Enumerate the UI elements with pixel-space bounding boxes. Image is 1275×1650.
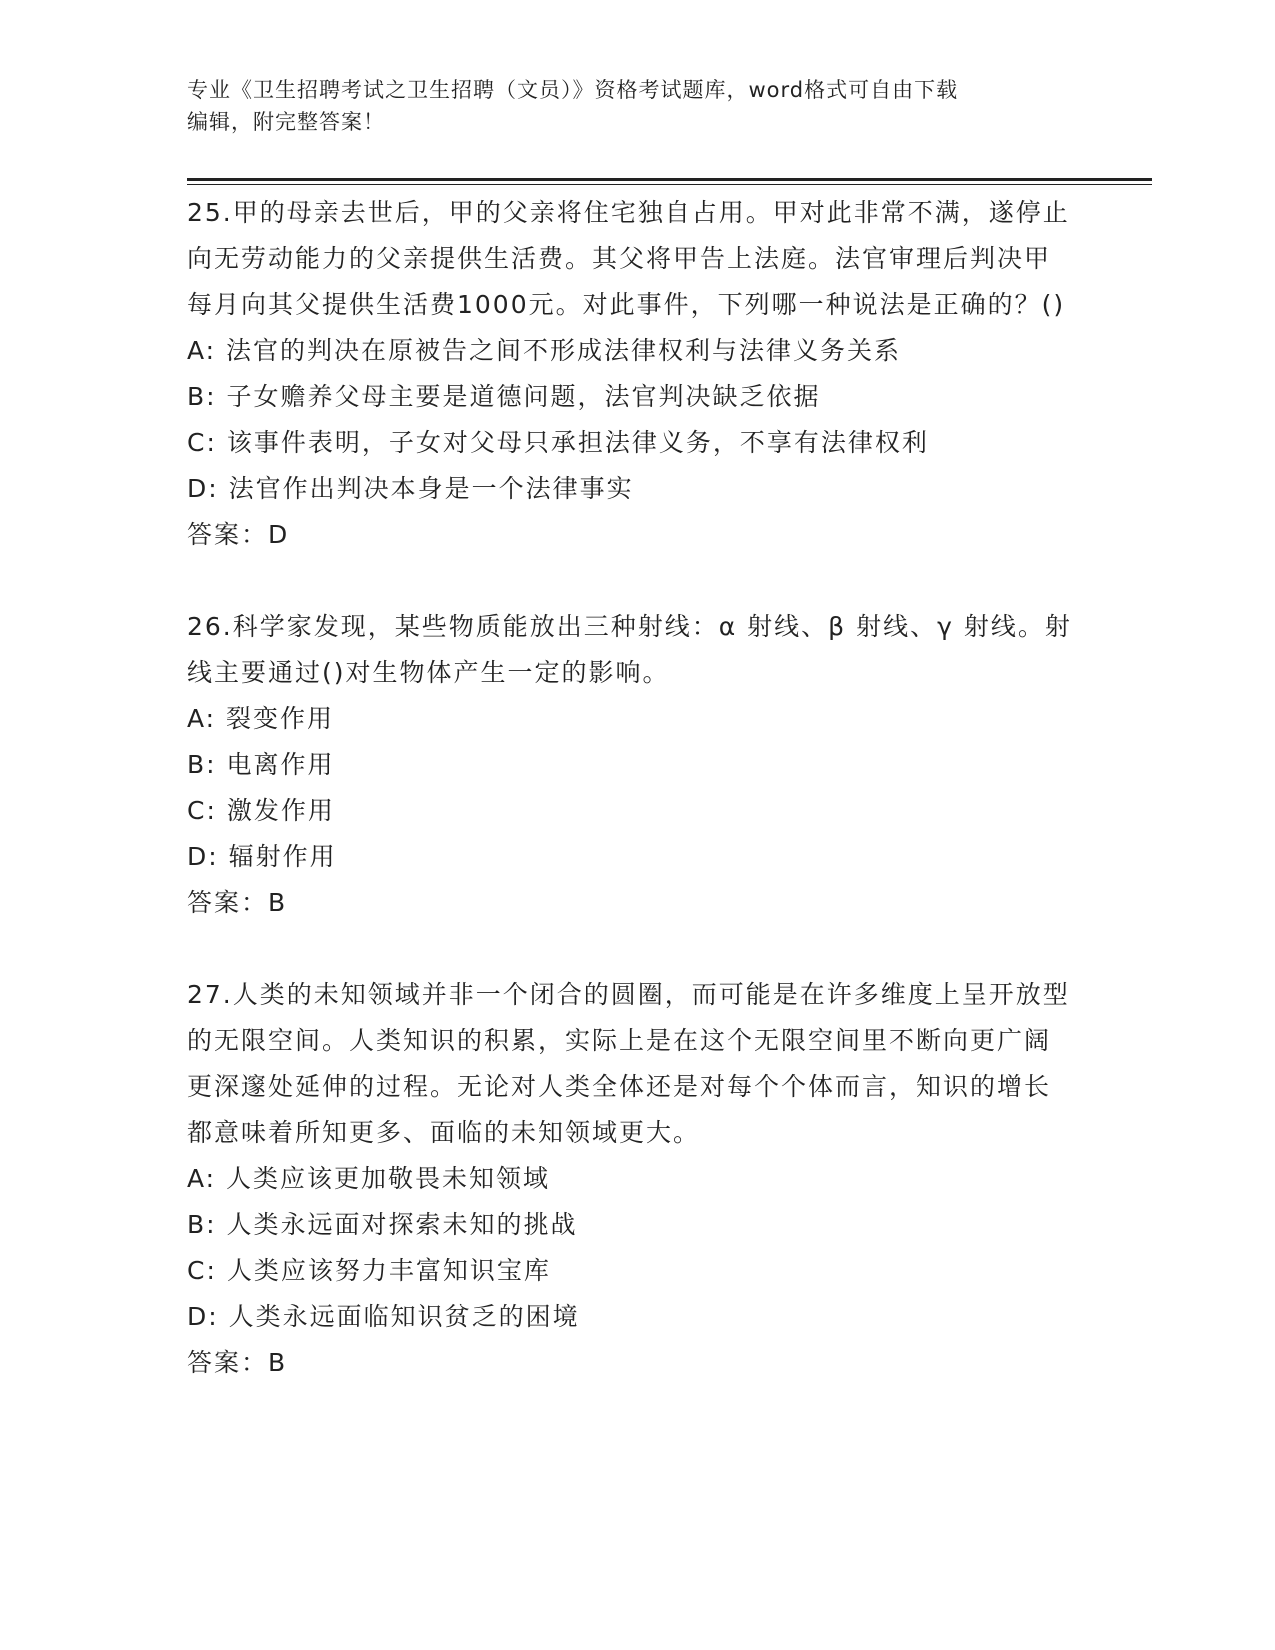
option-b: B: 人类永远面对探索未知的挑战 xyxy=(187,1210,578,1239)
answer: 答案：B xyxy=(187,1348,288,1377)
option-c: C: 该事件表明，子女对父母只承担法律义务，不享有法律权利 xyxy=(187,428,929,457)
option-c: C: 激发作用 xyxy=(187,796,335,825)
option-b: B: 子女赡养父母主要是道德问题，法官判决缺乏依据 xyxy=(187,382,821,411)
header-line-1: 专业《卫生招聘考试之卫生招聘（文员）》资格考试题库，word格式可自由下载 xyxy=(187,78,959,102)
question-stem: 27.人类的未知领域并非一个闭合的圆圈，而可能是在许多维度上呈开放型的无限空间。人类知识的积累，实际上是在这个无限空间里不断向更广阔更深邃处延伸的过程。无论对人类全体还是对每个个体而言，知识的增长都意味着所知更多、面临的未知领域更大。 xyxy=(187,980,1070,1147)
question-stem: 26.科学家发现，某些物质能放出三种射线：α 射线、β 射线、γ 射线。射线主要通过()对生物体产生一定的影响。 xyxy=(187,612,1072,687)
option-d: D: 人类永远面临知识贫乏的困境 xyxy=(187,1302,580,1331)
answer: 答案：D xyxy=(187,520,290,549)
option-d: D: 辐射作用 xyxy=(187,842,337,871)
question-26 xyxy=(187,604,1077,926)
question-stem: 25.甲的母亲去世后，甲的父亲将住宅独自占用。甲对此非常不满，遂停止向无劳动能力的父亲提供生活费。其父将甲告上法庭。法官审理后判决甲每月向其父提供生活费1000元。对此事件，下列哪一种说法是正确的？() xyxy=(187,198,1070,319)
question-spacer xyxy=(187,558,1077,604)
document-header xyxy=(187,74,1077,138)
answer: 答案：B xyxy=(187,888,288,917)
question-spacer xyxy=(187,926,1077,972)
header-rule-thin xyxy=(187,184,1152,185)
option-c: C: 人类应该努力丰富知识宝库 xyxy=(187,1256,551,1285)
header-line-2: 编辑，附完整答案！ xyxy=(187,110,385,134)
question-27 xyxy=(187,972,1077,1386)
question-25 xyxy=(187,190,1077,558)
option-a: A: 人类应该更加敬畏未知领域 xyxy=(187,1164,551,1193)
option-b: B: 电离作用 xyxy=(187,750,335,779)
question-list xyxy=(187,190,1077,1386)
option-d: D: 法官作出判决本身是一个法律事实 xyxy=(187,474,634,503)
option-a: A: 裂变作用 xyxy=(187,704,335,733)
option-a: A: 法官的判决在原被告之间不形成法律权利与法律义务关系 xyxy=(187,336,902,365)
header-rule-thick xyxy=(187,178,1152,181)
